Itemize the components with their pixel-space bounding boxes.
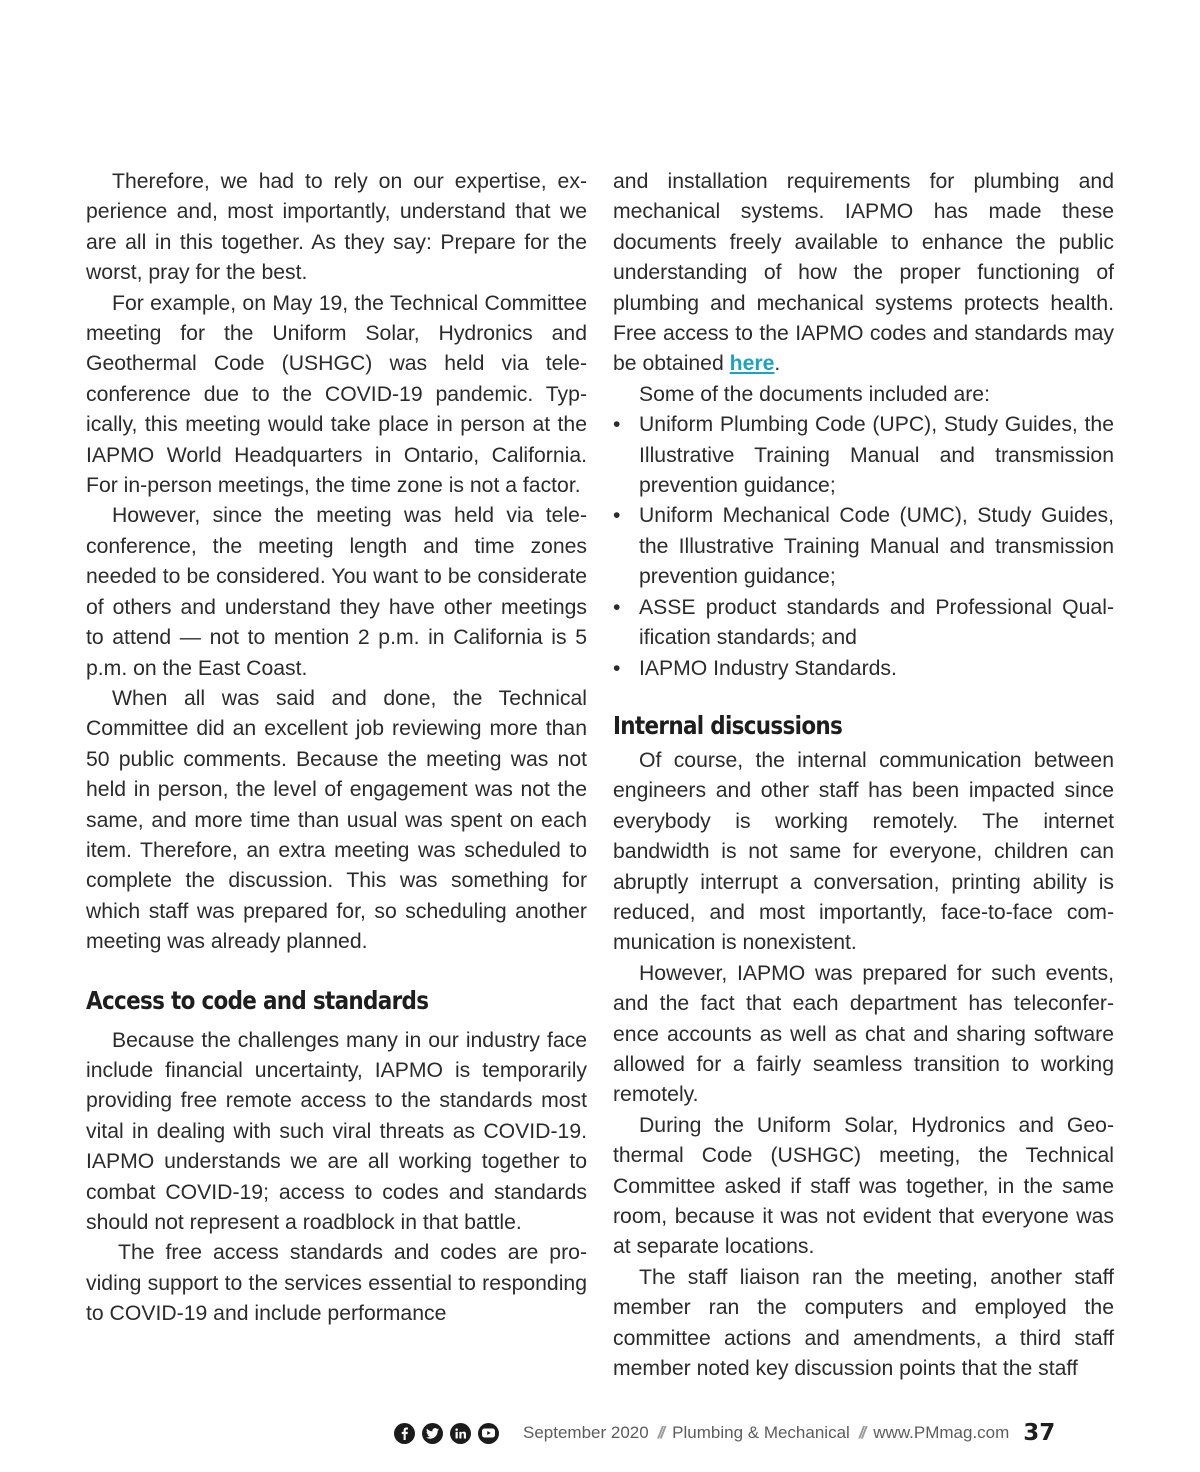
list-item-text: Uniform Plumbing Code (UPC), Study Guides, the Illustrative Training Manual and transmission prevention guidance; xyxy=(639,413,1114,498)
bullet: • xyxy=(613,656,621,680)
linkedin-icon[interactable] xyxy=(450,1423,471,1444)
footer-url[interactable]: www.PMmag.com xyxy=(873,1423,1010,1442)
bullet: • xyxy=(613,504,621,528)
paragraph: During the Uniform Solar, Hydronics and Geothermal Code (USHGC) meeting, the Technical Committee asked if staff was together, in the same room, because it was not evident that everyone was at separate locations. xyxy=(613,1113,1114,1259)
footer-magazine: Plumbing & Mechanical xyxy=(672,1423,850,1442)
document-list xyxy=(613,410,1114,684)
bullet: • xyxy=(613,413,621,437)
footer-date: September 2020 xyxy=(523,1423,649,1442)
paragraph xyxy=(613,167,1114,380)
left-column xyxy=(86,167,587,1330)
section-heading-internal: Internal discussions xyxy=(613,710,843,740)
paragraph: Therefore, we had to rely on our expertise, experience and, most importantly, understand that we are all in this together. As they say: Prepare for the worst, pray for the best. xyxy=(86,170,587,285)
paragraph-end: . xyxy=(774,352,781,376)
twitter-icon[interactable] xyxy=(422,1423,443,1444)
paragraph: The free access standards and codes are providing support to the services essential to responding to COVID-19 and include performance xyxy=(86,1241,587,1326)
list-item xyxy=(613,410,1114,501)
here-link[interactable]: here xyxy=(729,352,775,376)
paragraph: The staff liaison ran the meeting, another staff member ran the computers and employed the committee actions and amendments, a third staff member noted key discussion points that the staff xyxy=(613,1265,1114,1381)
youtube-icon[interactable] xyxy=(478,1423,499,1444)
list-item xyxy=(613,501,1114,592)
paragraph: Some of the documents included are: xyxy=(639,382,990,406)
page-footer xyxy=(394,1418,1055,1448)
footer-separator: // xyxy=(858,1423,865,1442)
list-item xyxy=(613,593,1114,654)
paragraph: When all was said and done, the Technical Committee did an excellent job reviewing more than 50 public comments. Because the meeting was not held in person, the level of engagement was not the same, and more time than usual was spent on each item. Therefore, an extra meeting was scheduled to complete the discussion. This was something for which staff was prepared for, so scheduling another meeting was already planned. xyxy=(86,686,587,954)
paragraph: However, IAPMO was prepared for such events, and the fact that each department has teleconference accounts as well as chat and sharing software allowed for a fairly seamless transition to working remotely. xyxy=(613,961,1114,1107)
footer-separator: // xyxy=(657,1423,664,1442)
list-item xyxy=(613,654,1114,684)
list-item-text: Uniform Mechanical Code (UMC), Study Guides, the Illustrative Training Manual and transmission prevention guidance; xyxy=(639,504,1114,589)
paragraph: However, since the meeting was held via teleconference, the meeting length and time zones needed to be considered. You want to be considerate of others and understand they have other meetings to attend — not to mention 2 p.m. in California is 5 p.m. on the East Coast. xyxy=(86,504,587,680)
paragraph-text: and installation requirements for plumbing and mechanical systems. IAPMO has made these documents freely available to enhance the public understanding of how the proper functioning of plumbing and mechanical systems protects health. Free access to the IAPMO codes and standards may be obtained xyxy=(613,170,1114,376)
section-heading-access: Access to code and standards xyxy=(86,985,429,1015)
facebook-icon[interactable] xyxy=(394,1423,415,1444)
social-icons xyxy=(394,1423,499,1444)
paragraph: For example, on May 19, the Technical Committee meeting for the Uniform Solar, Hydronics and Geothermal Code (USHGC) was held via teleconference due to the COVID-19 pandemic. Typically, this meeting would take place in person at the IAPMO World Headquarters in Ontario, California. For in-person meetings, the time zone is not a factor. xyxy=(86,291,587,498)
paragraph: Because the challenges many in our industry face include financial uncertainty, IAPMO is temporarily providing free remote access to the standards most vital in dealing with such viral threats as COVID-19. IAPMO understands we are all working together to combat COVID-19; access to codes and standards should not represent a roadblock in that battle. xyxy=(86,1028,587,1234)
list-item-text: ASSE product standards and Professional Qualification standards; and xyxy=(639,595,1114,650)
bullet: • xyxy=(613,595,621,619)
list-item-text: IAPMO Industry Standards. xyxy=(639,656,897,680)
paragraph: Of course, the internal communication between engineers and other staff has been impacted since everybody is working remotely. The internet bandwidth is not same for everyone, children can abruptly interrupt a conversation, printing ability is reduced, and most importantly, face-to-face communication is nonexistent. xyxy=(613,748,1114,955)
right-column xyxy=(613,167,1114,1384)
page-number: 37 xyxy=(1023,1420,1056,1446)
